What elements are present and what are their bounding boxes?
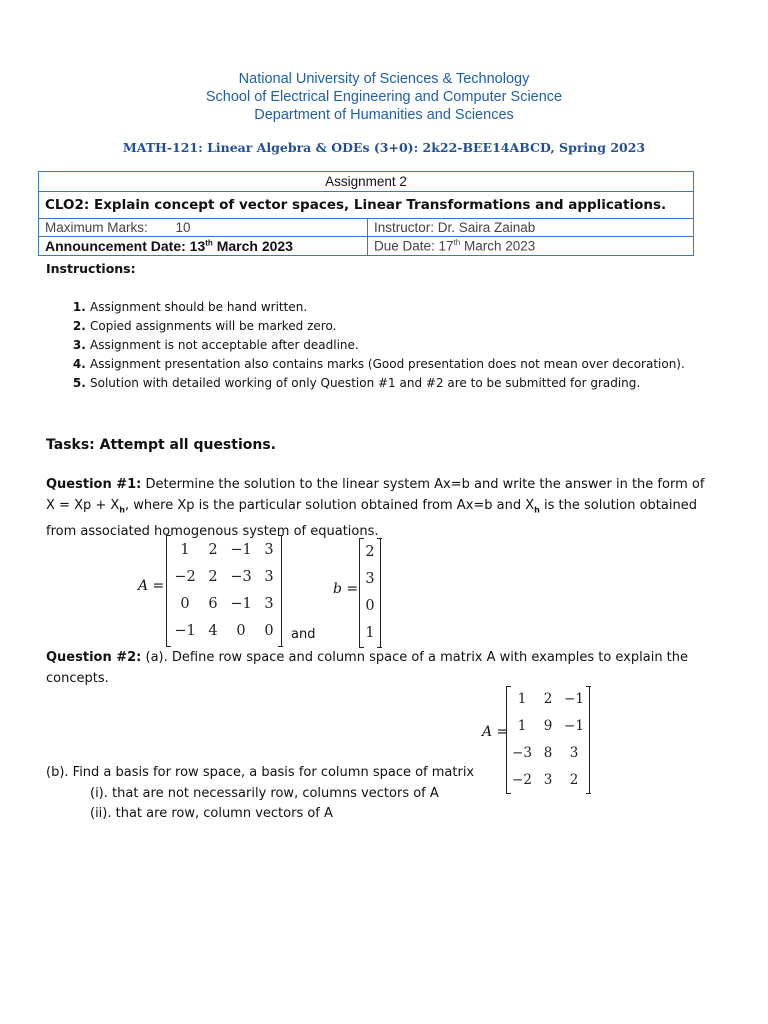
matrix-entry: 8 [543, 745, 553, 761]
matrix-entry: 0 [236, 623, 246, 639]
matrix-a-label: A = [138, 578, 165, 594]
question-2-part-b-i: (i). that are not necessarily row, columns vectors of A [90, 786, 439, 801]
question-1-line2b: , where Xp is the particular solution obtained from Ax=b and X [125, 498, 535, 513]
question-2-line1: (a). Define row space and column space of a matrix A with examples to explain the [141, 650, 689, 665]
assignment-title: Assignment 2 [39, 172, 694, 192]
max-marks-cell [39, 219, 368, 237]
matrix-entry: 2 [208, 569, 218, 585]
question-1-line1: Determine the solution to the linear system Ax=b and write the answer in the form of [141, 477, 705, 492]
question-2-part-b-ii: (ii). that are row, column vectors of A [90, 806, 333, 821]
matrix-entry: −2 [174, 569, 196, 585]
matrix-entry: −2 [512, 772, 532, 788]
due-date-cell [368, 237, 694, 256]
question-1-sub: h [119, 505, 125, 515]
matrix-entry: 6 [208, 596, 218, 612]
matrix-entry: 1 [180, 542, 190, 558]
school-name: School of Electrical Engineering and Computer Science [205, 89, 563, 105]
question-2-label: Question #2: [46, 650, 142, 665]
vector-entry: 0 [365, 598, 375, 614]
university-name: National University of Sciences & Technology [238, 71, 530, 87]
clo-statement: CLO2: Explain concept of vector spaces, Linear Transformations and applications. [39, 192, 694, 219]
due-rest: March 2023 [460, 238, 536, 254]
instructions-list [48, 298, 685, 393]
due-label: Due Date: 17 [374, 238, 454, 254]
announcement-sup: th [205, 238, 213, 248]
matrix-a2-label: A = [482, 724, 509, 740]
vector-b-label: b = [333, 581, 359, 597]
vector-b [359, 538, 381, 648]
matrix-entry: 0 [264, 623, 274, 639]
question-1-sub2: h [534, 505, 540, 515]
matrix-entry: 9 [543, 718, 553, 734]
list-item: 3. Assignment is not acceptable after deadline. [90, 336, 685, 355]
matrix-entry: 3 [264, 542, 274, 558]
department-name: Department of Humanities and Sciences [254, 107, 514, 123]
course-line: MATH-121: Linear Algebra & ODEs (3+0): 2k22-BEE14ABCD, Spring 2023 [122, 140, 646, 155]
matrix-a-grid [166, 535, 282, 647]
matrix-entry: −1 [230, 542, 252, 558]
matrix-entry: 2 [543, 691, 553, 707]
matrix-entry: −1 [564, 718, 584, 734]
announcement-label: Announcement Date: 13 [45, 238, 206, 254]
announcement-rest: March 2023 [212, 238, 293, 254]
max-marks-label: Maximum Marks: [45, 220, 148, 235]
matrix-entry: 3 [543, 772, 553, 788]
matrix-entry: 2 [569, 772, 579, 788]
question-2-part-b: (b). Find a basis for row space, a basis for column space of matrix [46, 765, 475, 780]
matrix-entry: 1 [517, 718, 527, 734]
matrix-entry: 3 [569, 745, 579, 761]
vector-entry: 1 [365, 625, 375, 641]
tasks-heading: Tasks: Attempt all questions. [46, 437, 276, 453]
matrix-entry: 1 [517, 691, 527, 707]
question-2-text [46, 647, 736, 689]
question-1-line2c: is the solution obtained [539, 498, 697, 513]
matrix-a2 [506, 686, 590, 794]
question-1-label: Question #1: [46, 477, 142, 492]
matrix-entry: 3 [264, 569, 274, 585]
assignment-info-table [38, 171, 694, 256]
matrix-entry: −1 [174, 623, 196, 639]
instructor-cell: Instructor: Dr. Saira Zainab [368, 219, 694, 237]
vector-entry: 2 [365, 544, 375, 560]
max-marks-value: 10 [175, 220, 191, 235]
list-item: 5. Solution with detailed working of only Question #1 and #2 are to be submitted for grading. [90, 374, 685, 393]
question-1-text [46, 474, 736, 542]
list-item: 2. Copied assignments will be marked zero. [90, 317, 685, 336]
matrix-entry: −1 [564, 691, 584, 707]
matrix-entry: −1 [230, 596, 252, 612]
announcement-date-cell [39, 237, 368, 256]
list-item: 1. Assignment should be hand written. [90, 298, 685, 317]
vector-entry: 3 [365, 571, 375, 587]
matrix-entry: 3 [264, 596, 274, 612]
matrix-entry: 2 [208, 542, 218, 558]
matrix-entry: 4 [208, 623, 218, 639]
matrix-entry: −3 [230, 569, 252, 585]
question-1-line2a: X = Xp + X [46, 498, 120, 513]
and-text: and [291, 627, 316, 642]
vector-b-grid [359, 538, 381, 648]
list-item: 4. Assignment presentation also contains marks (Good presentation does not mean over decoration). [90, 355, 685, 374]
instructions-heading: Instructions: [46, 261, 136, 276]
matrix-entry: −3 [512, 745, 532, 761]
due-sup: th [453, 238, 461, 248]
matrix-a [166, 535, 282, 647]
question-1-line3: from associated homogenous system of equations. [46, 523, 379, 539]
matrix-a2-grid [506, 686, 590, 794]
matrix-entry: 0 [180, 596, 190, 612]
question-2-line2: concepts. [46, 671, 109, 686]
